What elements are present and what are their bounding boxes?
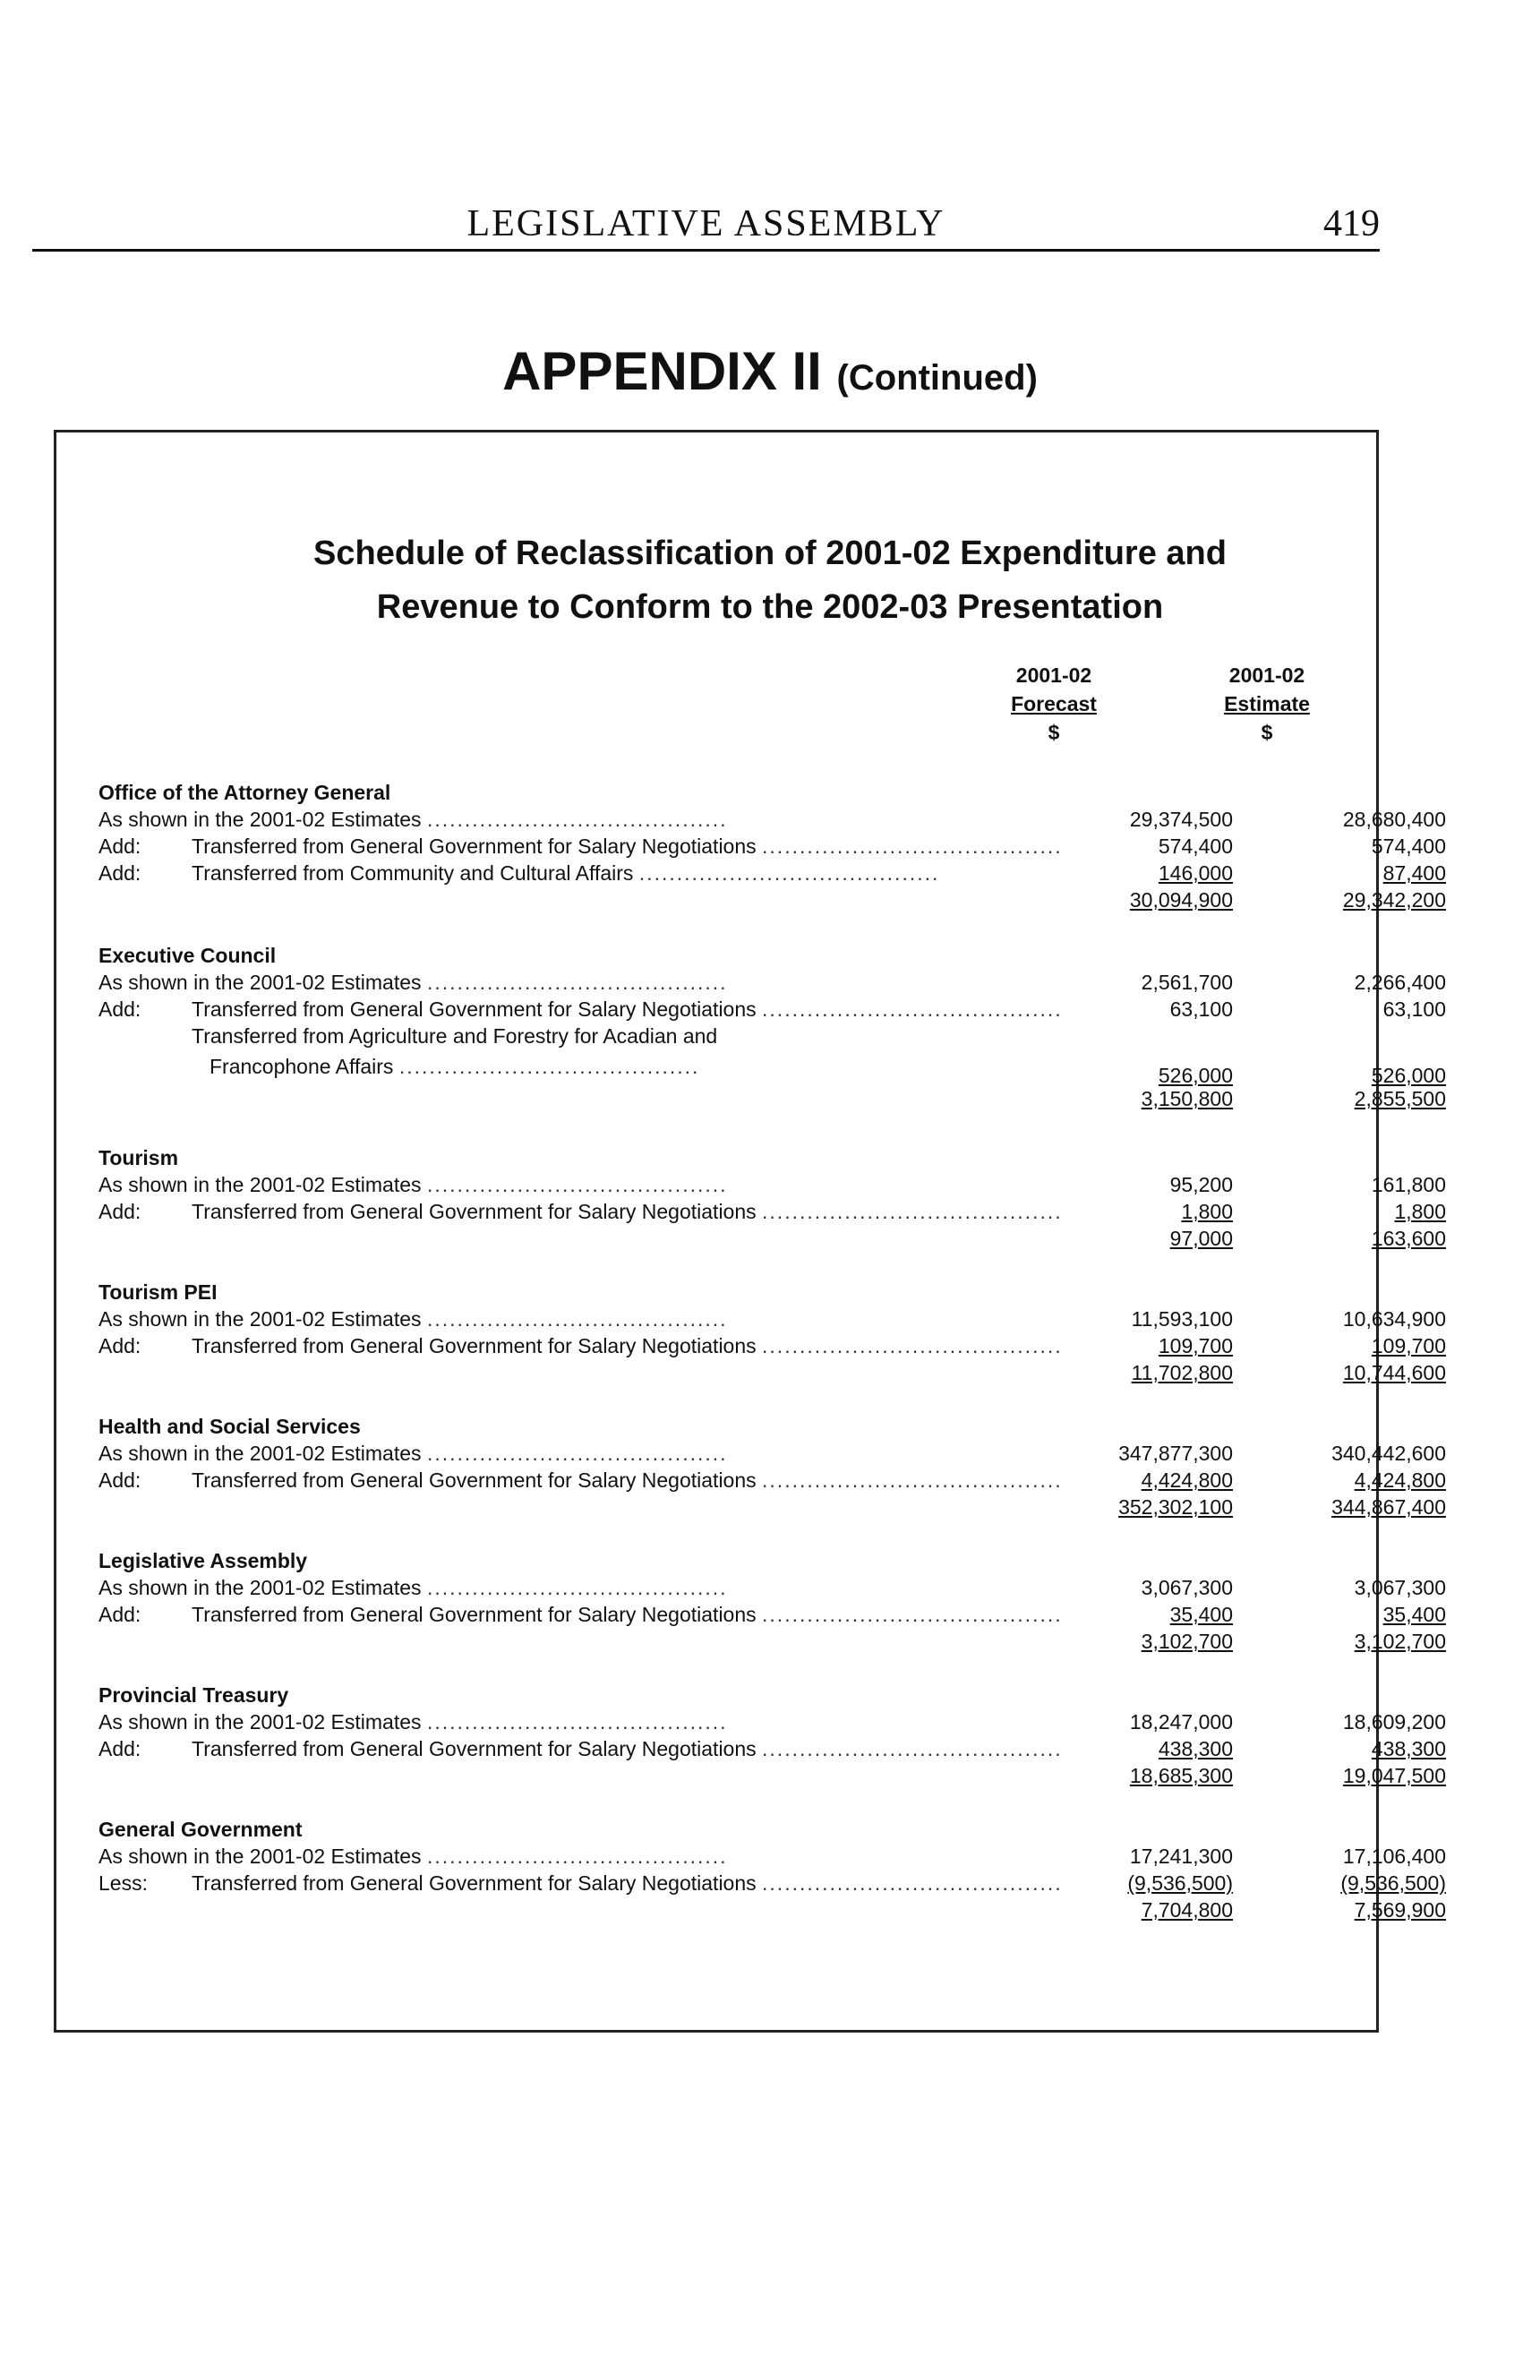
forecast-value: 347,877,300: [1118, 1442, 1233, 1465]
leader-dots: ........................................: [426, 1576, 728, 1599]
estimate-value: 28,680,400: [1342, 808, 1446, 831]
forecast-value: 2,561,700: [1141, 971, 1233, 994]
leader-dots: ........................................: [398, 1055, 700, 1078]
department-name: Provincial Treasury: [98, 1683, 289, 1707]
row-text: Transferred from General Government for Salary Negotiations: [192, 997, 757, 1021]
running-header: [32, 195, 1380, 252]
table-row: [98, 1735, 1446, 1762]
leader-dots: ........................................: [426, 1845, 728, 1868]
row-text: As shown in the 2001-02 Estimates: [98, 1307, 422, 1331]
table-row: [98, 996, 1446, 1023]
row-text: Francophone Affairs: [210, 1055, 394, 1078]
row-text: Transferred from General Government for Salary Negotiations: [192, 1737, 757, 1760]
row-text: Transferred from General Government for Salary Negotiations: [192, 1334, 757, 1357]
table-row: [98, 1708, 1446, 1735]
estimate-total: 10,744,600: [1342, 1361, 1446, 1384]
total-row: [98, 1494, 1446, 1520]
forecast-total: 97,000: [1169, 1227, 1233, 1250]
leader-dots: ........................................: [426, 1710, 728, 1734]
row-prefix: Add:: [98, 1200, 141, 1223]
section-tourism-pei: [98, 1279, 1446, 1386]
estimate-total: 2,855,500: [1354, 1087, 1446, 1110]
row-prefix: Add:: [98, 1334, 141, 1357]
forecast-total: 30,094,900: [1129, 888, 1233, 912]
row-prefix: Add:: [98, 1603, 141, 1626]
row-text: As shown in the 2001-02 Estimates: [98, 971, 422, 994]
table-row: [98, 1440, 1446, 1467]
forecast-total: 7,704,800: [1141, 1898, 1233, 1922]
schedule-title-line1: Schedule of Reclassification of 2001-02 Expenditure and: [313, 535, 1227, 572]
estimate-value: (9,536,500): [1340, 1871, 1446, 1895]
table-row: [98, 1574, 1446, 1601]
table-row: [98, 1870, 1446, 1896]
row-text: As shown in the 2001-02 Estimates: [98, 1845, 422, 1868]
estimate-total: 3,102,700: [1354, 1630, 1446, 1653]
estimate-value: 161,800: [1371, 1173, 1446, 1196]
department-name: Executive Council: [98, 944, 277, 967]
forecast-value: 1,800: [1181, 1200, 1233, 1223]
row-text: Transferred from Agriculture and Forestry for Acadian and: [192, 1024, 718, 1048]
total-row: [98, 1762, 1446, 1789]
row-prefix: Less:: [98, 1871, 148, 1895]
leader-dots: ........................................: [762, 1871, 1063, 1895]
forecast-value: 146,000: [1158, 861, 1233, 885]
row-text: Transferred from General Government for Salary Negotiations: [192, 835, 757, 858]
leader-dots: ........................................: [426, 1173, 728, 1196]
row-text: Transferred from Community and Cultural Affairs: [192, 861, 634, 885]
row-text: As shown in the 2001-02 Estimates: [98, 808, 422, 831]
forecast-value: 3,067,300: [1141, 1576, 1233, 1599]
table-row: [98, 1023, 1352, 1049]
section-executive-council: [98, 942, 1446, 1110]
column-year: 2001-02: [1228, 663, 1305, 687]
estimate-value: 526,000: [1371, 1064, 1446, 1087]
table-row: [98, 860, 1446, 886]
forecast-total: 3,150,800: [1141, 1087, 1233, 1110]
leader-dots: ........................................: [426, 1307, 728, 1331]
row-prefix: Add:: [98, 835, 141, 858]
total-row: [98, 1225, 1446, 1252]
leader-dots: ........................................: [762, 1737, 1063, 1760]
department-name: Office of the Attorney General: [98, 781, 391, 804]
forecast-value: 4,424,800: [1141, 1468, 1233, 1492]
estimate-value: 574,400: [1371, 835, 1446, 858]
section-legislative-assembly: [98, 1547, 1446, 1655]
forecast-value: 17,241,300: [1129, 1845, 1233, 1868]
schedule-title: [0, 527, 1540, 634]
section-provincial-treasury: [98, 1682, 1446, 1789]
forecast-value: 11,593,100: [1131, 1307, 1233, 1331]
table-row: [98, 1306, 1446, 1332]
row-text: As shown in the 2001-02 Estimates: [98, 1710, 422, 1734]
section-general-government: [98, 1816, 1446, 1923]
estimate-total: 7,569,900: [1354, 1898, 1446, 1922]
column-unit: $: [1261, 721, 1273, 744]
forecast-value: (9,536,500): [1127, 1871, 1233, 1895]
row-text: Transferred from General Government for Salary Negotiations: [192, 1603, 757, 1626]
forecast-total: 352,302,100: [1118, 1495, 1233, 1519]
table-row: [98, 1198, 1446, 1225]
running-title: LEGISLATIVE ASSEMBLY: [466, 203, 945, 244]
total-row: [98, 1628, 1446, 1655]
table-row: [98, 1049, 1446, 1087]
estimate-value: 2,266,400: [1354, 971, 1446, 994]
column-year: 2001-02: [1015, 663, 1092, 687]
column-header-estimate: [1177, 661, 1356, 747]
section-attorney-general: [98, 779, 1446, 913]
forecast-value: 18,247,000: [1129, 1710, 1233, 1734]
forecast-value: 35,400: [1169, 1603, 1233, 1626]
total-row: [98, 886, 1446, 913]
table-row: [98, 1601, 1446, 1628]
department-name: Tourism PEI: [98, 1280, 218, 1304]
table-row: [98, 1843, 1446, 1870]
leader-dots: ........................................: [762, 1200, 1063, 1223]
table-row: [98, 1467, 1446, 1494]
section-health-social-services: [98, 1413, 1446, 1520]
leader-dots: ........................................: [426, 808, 728, 831]
leader-dots: ........................................: [638, 861, 940, 885]
estimate-value: 4,424,800: [1354, 1468, 1446, 1492]
table-row: [98, 833, 1446, 860]
department-name: Health and Social Services: [98, 1415, 361, 1438]
leader-dots: ........................................: [762, 1468, 1063, 1492]
estimate-value: 63,100: [1382, 997, 1446, 1021]
row-text: Transferred from General Government for Salary Negotiations: [192, 1200, 757, 1223]
leader-dots: ........................................: [762, 1334, 1063, 1357]
row-prefix: Add:: [98, 1737, 141, 1760]
row-text: Transferred from General Government for Salary Negotiations: [192, 1871, 757, 1895]
appendix-heading: [0, 340, 1540, 402]
estimate-total: 163,600: [1371, 1227, 1446, 1250]
column-label: Estimate: [1224, 692, 1310, 715]
estimate-value: 438,300: [1371, 1737, 1446, 1760]
department-name: Tourism: [98, 1146, 179, 1169]
forecast-value: 574,400: [1158, 835, 1233, 858]
row-text: As shown in the 2001-02 Estimates: [98, 1576, 422, 1599]
leader-dots: ........................................: [762, 1603, 1063, 1626]
leader-dots: ........................................: [762, 835, 1063, 858]
estimate-value: 17,106,400: [1342, 1845, 1446, 1868]
department-name: General Government: [98, 1818, 303, 1841]
leader-dots: ........................................: [426, 971, 728, 994]
leader-dots: ........................................: [426, 1442, 728, 1465]
appendix-subtitle: (Continued): [836, 358, 1038, 398]
estimate-value: 1,800: [1394, 1200, 1446, 1223]
table-row: [98, 1171, 1446, 1198]
forecast-value: 63,100: [1169, 997, 1233, 1021]
column-label: Forecast: [1011, 692, 1097, 715]
forecast-value: 438,300: [1158, 1737, 1233, 1760]
table-row: [98, 806, 1446, 833]
row-prefix: Add:: [98, 861, 141, 885]
estimate-value: 340,442,600: [1331, 1442, 1446, 1465]
row-prefix: Add:: [98, 1468, 141, 1492]
estimate-value: 35,400: [1382, 1603, 1446, 1626]
table-row: [98, 1332, 1446, 1359]
estimate-total: 344,867,400: [1331, 1495, 1446, 1519]
row-text: As shown in the 2001-02 Estimates: [98, 1442, 422, 1465]
forecast-value: 29,374,500: [1129, 808, 1233, 831]
row-text: As shown in the 2001-02 Estimates: [98, 1173, 422, 1196]
estimate-value: 3,067,300: [1354, 1576, 1446, 1599]
forecast-total: 11,702,800: [1131, 1361, 1233, 1384]
estimate-value: 10,634,900: [1342, 1307, 1446, 1331]
column-header-forecast: [964, 661, 1143, 747]
total-row: [98, 1896, 1446, 1923]
estimate-value: 87,400: [1382, 861, 1446, 885]
page-number: 419: [1323, 203, 1380, 244]
estimate-total: 29,342,200: [1342, 888, 1446, 912]
row-prefix: Add:: [98, 997, 141, 1021]
leader-dots: ........................................: [762, 997, 1063, 1021]
section-tourism: [98, 1144, 1446, 1252]
forecast-value: 95,200: [1169, 1173, 1233, 1196]
forecast-total: 18,685,300: [1129, 1764, 1233, 1787]
forecast-value: 109,700: [1158, 1334, 1233, 1357]
estimate-total: 19,047,500: [1342, 1764, 1446, 1787]
column-unit: $: [1048, 721, 1060, 744]
schedule-title-line2: Revenue to Conform to the 2002-03 Presentation: [376, 588, 1164, 626]
total-row: [98, 1359, 1446, 1386]
appendix-title: APPENDIX II: [502, 341, 822, 401]
forecast-total: 3,102,700: [1141, 1630, 1233, 1653]
row-text: Transferred from General Government for Salary Negotiations: [192, 1468, 757, 1492]
table-row: [98, 969, 1446, 996]
forecast-value: 526,000: [1158, 1064, 1233, 1087]
estimate-value: 109,700: [1371, 1334, 1446, 1357]
department-name: Legislative Assembly: [98, 1549, 308, 1572]
estimate-value: 18,609,200: [1342, 1710, 1446, 1734]
